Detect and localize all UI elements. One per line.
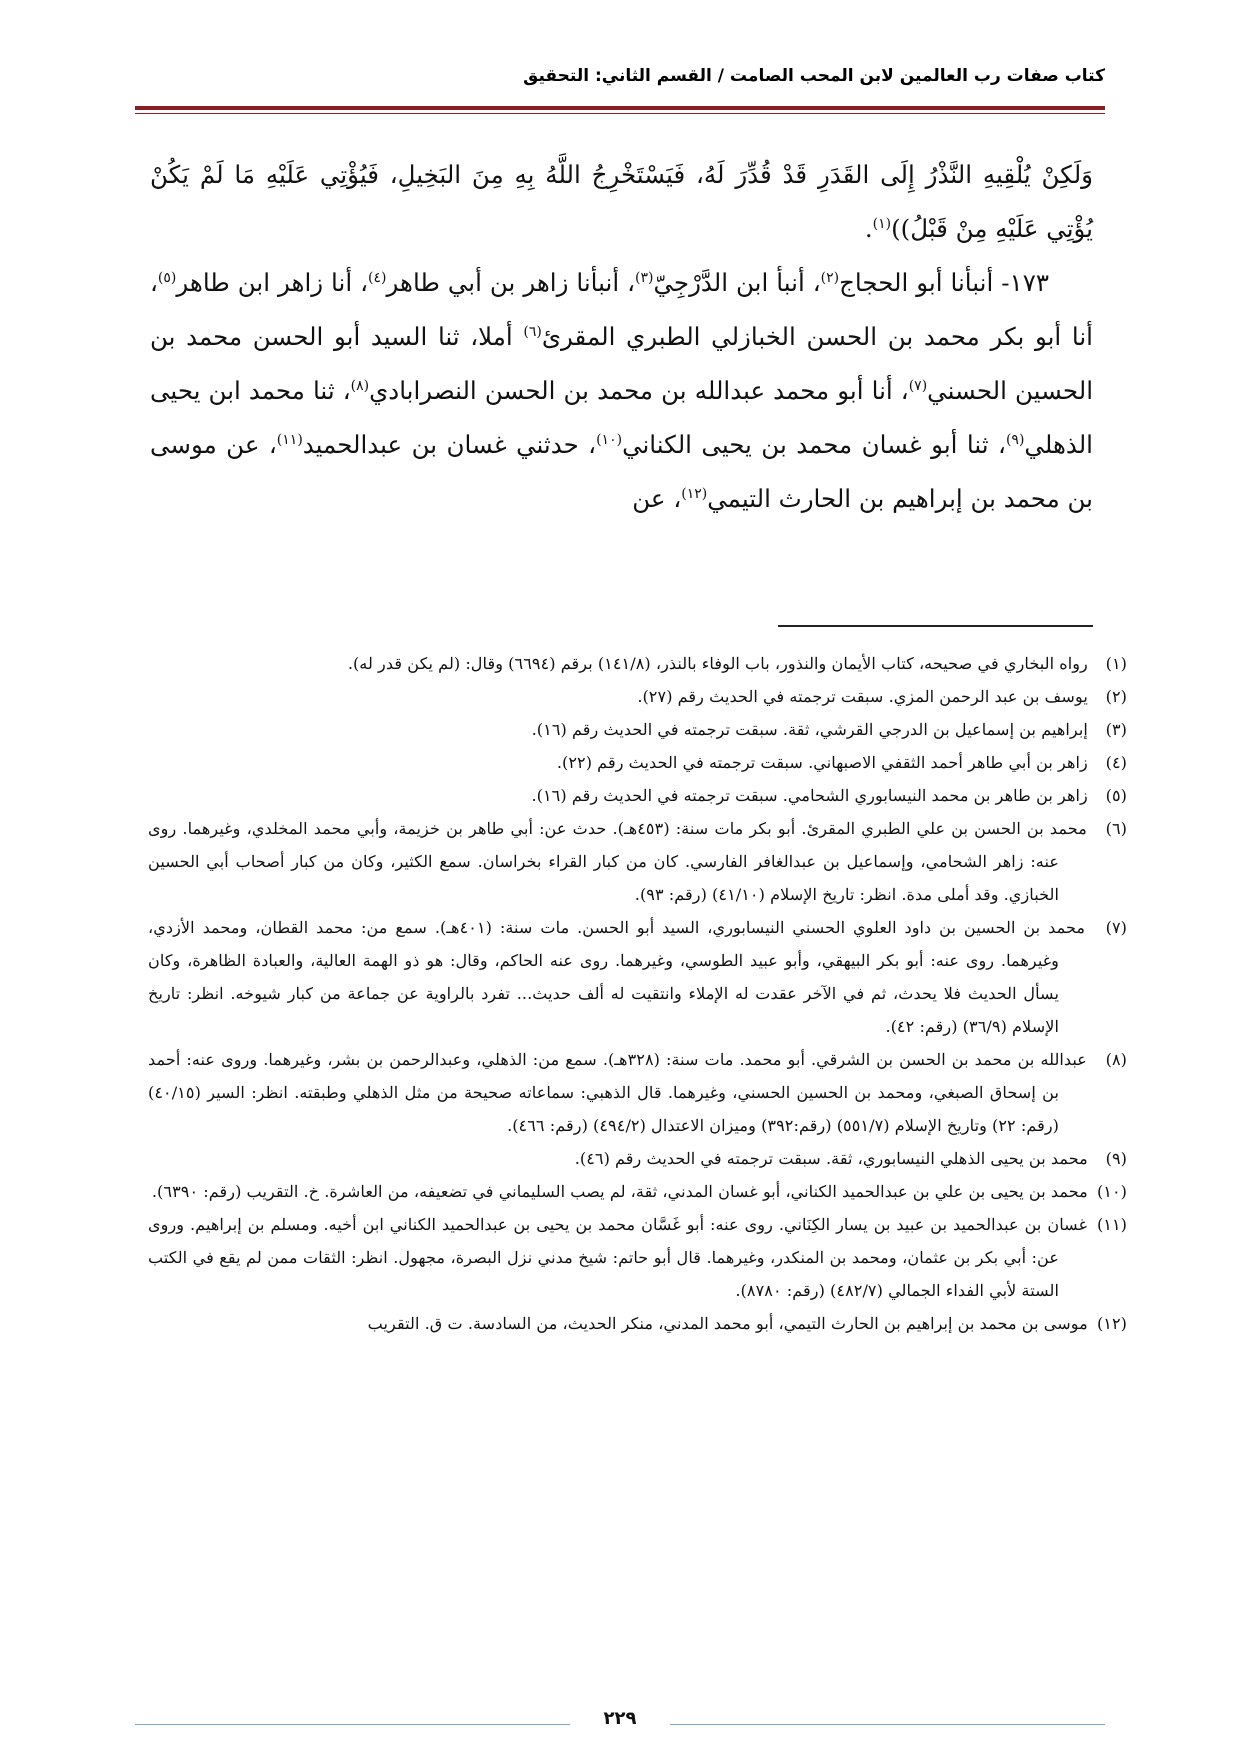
footnote-ref: (٣) bbox=[635, 269, 654, 286]
footnote-text: محمد بن الحسين بن داود العلوي الحسني النيسابوري، السيد أبو الحسن. مات سنة: (٤٠١هـ). سمع من: محمد القطان، ومحمد الأزدي، وغيرهما. روى عنه: أبو بكر البيهقي، وأبو عبيد الطوسي، وغيرهما. روى عنه الحاكم، وقال: هو ذو الهمة العالية، والعبادة الظاهرة، وكان يسأل الحديث فلا يحدث، ثم في الآخر عقدت له الإملاء وانتقيت له ألف حديث... تفرد بالراوية عن جماعة من كبار شيوخه. انظر: تاريخ الإسلام (٣٦/٩) (رقم: ٤٢). bbox=[148, 918, 1086, 1036]
text-segment: أملا، ثنا السيد أبو الحسن محمد بن الحسين الحسني bbox=[150, 322, 1094, 405]
header-rule-thin bbox=[135, 113, 1105, 114]
footnote-ref: (١٢) bbox=[681, 485, 708, 502]
footnote-text: محمد بن الحسن بن علي الطبري المقرئ. أبو بكر مات سنة: (٤٥٣هـ). حدث عن: أبي طاهر بن خزيمة، وأبي محمد المخلدي، وغيرهما. روى عنه: زاهر الشحامي، وإسماعيل بن عبدالغافر الفارسي. كان من كبار القراء بخراسان. سمع الكثير، وكان من كبار أصحاب أبي الحسين الخبازي. وقد أملى مدة. انظر: تاريخ الإسلام (٤١/١٠) (رقم: ٩٣). bbox=[148, 819, 1087, 904]
footnote-6: (٦) محمد بن الحسن بن علي الطبري المقرئ. أبو بكر مات سنة: (٤٥٣هـ). حدث عن: أبي طاهر بن خزيمة، وأبي محمد المخلدي، وغيرهما. روى عنه: زاهر الشحامي، وإسماعيل بن عبدالغافر الفارسي. كان من كبار القراء بخراسان. سمع الكثير، وكان من كبار أصحاب أبي الحسين الخبازي. وقد أملى مدة. انظر: تاريخ الإسلام (٤١/١٠) (رقم: ٩٣). bbox=[148, 819, 1127, 904]
text-segment: ، عن موسى بن محمد بن إبراهيم بن الحارث التيمي bbox=[150, 430, 1093, 513]
footnote-text: عبدالله بن محمد بن الحسن بن الشرقي. أبو محمد. مات سنة: (٣٢٨هـ). سمع من: الذهلي، وعبدالرحمن بن بشر، وغيرهما. وروى عنه: أحمد بن إسحاق الصبغي، ومحمد بن الحسين الحسني، وغيرهما. قال الذهبي: سماعاته صحيحة من مثل الذهلي وطبقته. انظر: السير (٤٠/١٥) (رقم: ٢٢) وتاريخ الإسلام (٥٥١/٧) (رقم:٣٩٢) وميزان الاعتدال (٤٩٤/٢) (رقم: ٤٦٦). bbox=[148, 1050, 1087, 1135]
footnote-ref: (٦) bbox=[523, 323, 542, 340]
footer-rule-left bbox=[135, 1724, 570, 1725]
text-segment: ، أنبأنا زاهر بن أبي طاهر bbox=[386, 268, 636, 297]
footnote-10: (١٠) محمد بن يحيى بن علي بن عبدالحميد الكناني، أبو غسان المدني، ثقة، لم يصب السليماني في تضعيفه، من العاشرة. خ. التقريب (رقم: ٦٣٩٠). bbox=[151, 1182, 1127, 1201]
footnotes bbox=[148, 647, 1127, 1340]
footer-rule-right bbox=[670, 1724, 1105, 1725]
text-segment: ، ثنا أبو غسان محمد بن يحيى الكناني bbox=[622, 430, 1006, 459]
main-text bbox=[150, 148, 1093, 526]
footnote-text: إبراهيم بن إسماعيل بن الدرجي القرشي، ثقة. سبقت ترجمته في الحديث رقم (١٦). bbox=[531, 720, 1088, 739]
text-segment: وَلَكِنْ يُلْقِيهِ النَّذْرُ إِلَى القَدَرِ قَدْ قُدِّرَ لَهُ، فَيَسْتَخْرِجُ اللَّهُ بِهِ مِنَ البَخِيلِ، فَيُؤْتِي عَلَيْهِ مَا لَمْ يَكُنْ يُؤْتِي عَلَيْهِ مِنْ قَبْلُ)) bbox=[150, 160, 1093, 243]
text-segment: . bbox=[864, 214, 873, 243]
text-segment: ، ثنا محمد ابن يحيى الذهلي bbox=[150, 376, 1093, 459]
footnote-5: (٥) زاهر بن طاهر بن محمد النيسابوري الشحامي. سبقت ترجمته في الحديث رقم (١٦). bbox=[531, 786, 1127, 805]
footnote-text: يوسف بن عبد الرحمن المزي. سبقت ترجمته في الحديث رقم (٢٧). bbox=[637, 687, 1088, 706]
text-segment: ، أنا أبو محمد عبدالله بن محمد بن الحسن النصرابادي bbox=[369, 376, 909, 405]
footnote-11: (١١) غسان بن عبدالحميد بن عبيد بن يسار الكِنَاني. روى عنه: أبو غَسَّان محمد بن يحيى بن عبدالحميد الكناني ابن أخيه. ومسلم بن إبراهيم. وروى عن: أبي بكر بن عثمان، ومحمد بن المنكدر، وغيرهما. قال أبو حاتم: شيخ مدني نزل البصرة، مجهول. انظر: الثقات ممن لم يقع في الكتب الستة لأبي الفداء الجمالي (٤٨٢/٧) (رقم: ٨٧٨٠). bbox=[148, 1215, 1127, 1300]
running-header: كتاب صفات رب العالمين لابن المحب الصامت / القسم الثاني: التحقيق bbox=[523, 66, 1105, 86]
footnote-text: غسان بن عبدالحميد بن عبيد بن يسار الكِنَاني. روى عنه: أبو غَسَّان محمد بن يحيى بن عبدالحميد الكناني ابن أخيه. ومسلم بن إبراهيم. وروى عن: أبي بكر بن عثمان، ومحمد بن المنكدر، وغيرهما. قال أبو حاتم: شيخ مدني نزل البصرة، مجهول. انظر: الثقات ممن لم يقع في الكتب الستة لأبي الفداء الجمالي (٤٨٢/٧) (رقم: ٨٧٨٠). bbox=[148, 1215, 1088, 1300]
paragraph-1 bbox=[150, 148, 1093, 256]
footnote-3: (٣) إبراهيم بن إسماعيل بن الدرجي القرشي، ثقة. سبقت ترجمته في الحديث رقم (١٦). bbox=[531, 720, 1127, 739]
text-segment: ، أنا أبو بكر محمد بن الحسن الخبازلي الطبري المقرئ bbox=[150, 268, 1093, 351]
text-segment: ١٧٣- أنبأنا أبو الحجاج bbox=[839, 268, 1050, 297]
header-rule bbox=[135, 106, 1105, 110]
text-segment: ، عن bbox=[632, 484, 682, 513]
page-number: ٢٢٩ bbox=[603, 1708, 637, 1729]
footnote-ref: (٧) bbox=[908, 377, 928, 394]
footnote-text: رواه البخاري في صحيحه، كتاب الأيمان والنذور، باب الوفاء بالنذر، (١٤١/٨) برقم (٦٦٩٤) وقال: (لم يكن قدر له). bbox=[347, 654, 1088, 673]
footnote-text: محمد بن يحيى بن علي بن عبدالحميد الكناني، أبو غسان المدني، ثقة، لم يصب السليماني في تضعيفه، من العاشرة. خ. التقريب (رقم: ٦٣٩٠). bbox=[151, 1182, 1088, 1201]
footnote-ref: (٢) bbox=[820, 269, 840, 286]
footnote-ref: (٤) bbox=[368, 269, 387, 286]
footnote-12: (١٢) موسى بن محمد بن إبراهيم بن الحارث التيمي، أبو محمد المدني، منكر الحديث، من السادسة. ت ق. التقريب bbox=[367, 1314, 1127, 1333]
footnote-text: موسى بن محمد بن إبراهيم بن الحارث التيمي، أبو محمد المدني، منكر الحديث، من السادسة. ت ق. التقريب bbox=[367, 1314, 1088, 1333]
footnote-2: (٢) يوسف بن عبد الرحمن المزي. سبقت ترجمته في الحديث رقم (٢٧). bbox=[637, 687, 1127, 706]
text-segment: ، أنا زاهر ابن طاهر bbox=[176, 268, 369, 297]
footnote-8: (٨) عبدالله بن محمد بن الحسن بن الشرقي. أبو محمد. مات سنة: (٣٢٨هـ). سمع من: الذهلي، وعبدالرحمن بن بشر، وغيرهما. وروى عنه: أحمد بن إسحاق الصبغي، ومحمد بن الحسين الحسني، وغيرهما. قال الذهبي: سماعاته صحيحة من مثل الذهلي وطبقته. انظر: السير (٤٠/١٥) (رقم: ٢٢) وتاريخ الإسلام (٥٥١/٧) (رقم:٣٩٢) وميزان الاعتدال (٤٩٤/٢) (رقم: ٤٦٦). bbox=[148, 1050, 1127, 1135]
footnote-ref: (١٠) bbox=[596, 431, 623, 448]
footnote-ref: (١١) bbox=[276, 431, 303, 448]
footnote-text: زاهر بن أبي طاهر أحمد الثقفي الاصبهاني. سبقت ترجمته في الحديث رقم (٢٢). bbox=[556, 753, 1088, 772]
footnote-text: محمد بن يحيى الذهلي النيسابوري، ثقة. سبقت ترجمته في الحديث رقم (٤٦). bbox=[574, 1149, 1088, 1168]
footnote-7: (٧) محمد بن الحسين بن داود العلوي الحسني النيسابوري، السيد أبو الحسن. مات سنة: (٤٠١هـ). سمع من: محمد القطان، ومحمد الأزدي، وغيرهما. روى عنه: أبو بكر البيهقي، وأبو عبيد الطوسي، وغيرهما. روى عنه الحاكم، وقال: هو ذو الهمة العالية، والعبادة الظاهرة، وكان يسأل الحديث فلا يحدث، ثم في الآخر عقدت له الإملاء وانتقيت له ألف حديث... تفرد بالراوية عن جماعة من كبار شيوخه. انظر: تاريخ الإسلام (٣٦/٩) (رقم: ٤٢). bbox=[148, 918, 1127, 1036]
footnote-1: (١) رواه البخاري في صحيحه، كتاب الأيمان والنذور، باب الوفاء بالنذر، (١٤١/٨) برقم (٦٦٩٤) وقال: (لم يكن قدر له). bbox=[347, 654, 1127, 673]
text-segment: ، حدثني غسان بن عبدالحميد bbox=[302, 430, 597, 459]
footnote-4: (٤) زاهر بن أبي طاهر أحمد الثقفي الاصبهاني. سبقت ترجمته في الحديث رقم (٢٢). bbox=[556, 753, 1127, 772]
footnote-text: زاهر بن طاهر بن محمد النيسابوري الشحامي. سبقت ترجمته في الحديث رقم (١٦). bbox=[531, 786, 1088, 805]
footnote-separator bbox=[778, 625, 1093, 627]
footnote-ref: (٨) bbox=[350, 377, 370, 394]
footnote-ref: (٥) bbox=[157, 269, 177, 286]
footnote-ref: (٩) bbox=[1005, 431, 1025, 448]
paragraph-2 bbox=[150, 256, 1093, 526]
footnote-ref: (١) bbox=[872, 215, 892, 232]
text-segment: ، أنبأ ابن الدَّرْجِيّ bbox=[653, 268, 821, 297]
footnote-9: (٩) محمد بن يحيى الذهلي النيسابوري، ثقة. سبقت ترجمته في الحديث رقم (٤٦). bbox=[574, 1149, 1127, 1168]
